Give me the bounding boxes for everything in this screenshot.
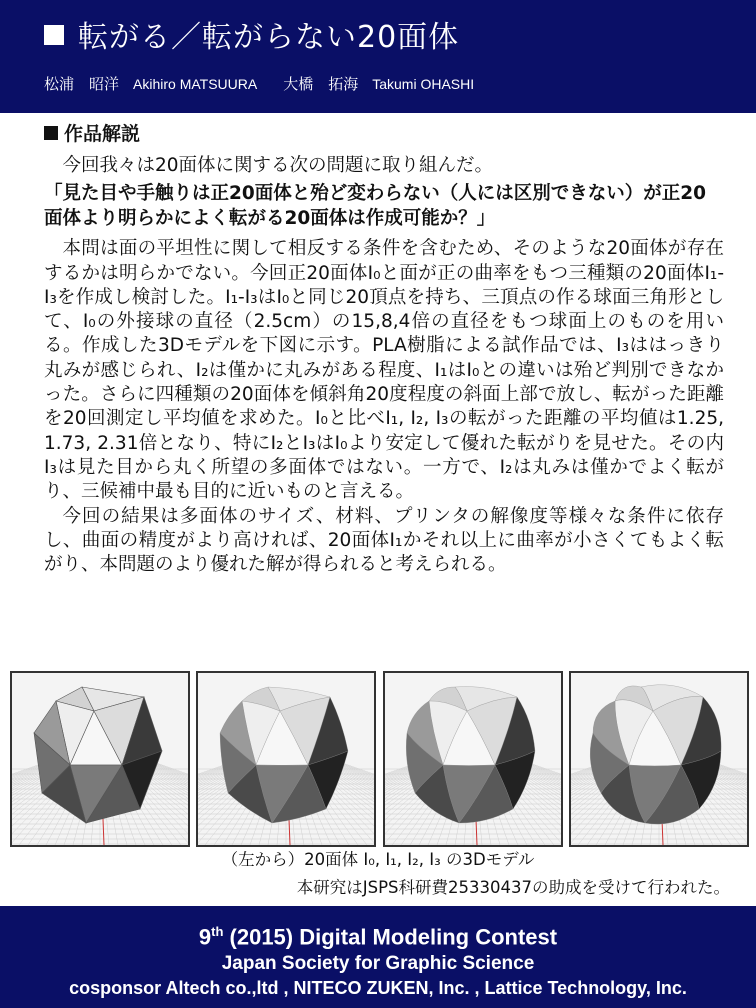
icosahedron-shape bbox=[406, 687, 535, 823]
model-image-i0 bbox=[10, 671, 190, 847]
model-images bbox=[10, 671, 746, 845]
section-heading bbox=[44, 120, 724, 148]
acknowledgement: 本研究はJSPS科研費25330437の助成を受けて行われた。 bbox=[296, 878, 730, 897]
icosahedron-i2-graphic bbox=[385, 673, 561, 845]
society-name: Japan Society for Graphic Science bbox=[221, 953, 535, 975]
body-paragraph-2: 今回の結果は多面体のサイズ、材料、プリンタの解像度等様々な条件に依存し、曲面の精度がより高ければ、20面体I₁かそれ以上に曲率が小さくてもよく転がり、本問題のより優れた解が得られると考えられる。 bbox=[44, 505, 724, 576]
intro-paragraph: 今回我々は20面体に関する次の問題に取り組んだ。 bbox=[62, 155, 494, 176]
square-bullet-icon bbox=[44, 126, 58, 140]
author2-jp: 大橋 拓海 bbox=[283, 75, 359, 93]
header-band bbox=[0, 0, 756, 113]
contest-name: (2015) Digital Modeling Contest bbox=[223, 924, 558, 950]
title-text: 転がる／転がらない20面体 bbox=[78, 20, 460, 55]
model-image-i3 bbox=[569, 671, 749, 847]
contest-ordinal: th bbox=[211, 924, 224, 939]
authors bbox=[44, 72, 500, 96]
icosahedron-i0-graphic bbox=[12, 673, 188, 845]
question-paragraph: 「見た目や手触りは正20面体と殆ど変わらない（人には区別できない）が正20面体より明らかによく転がる20面体は作成可能か？」 bbox=[44, 183, 706, 229]
author1-en: Akihiro MATSUURA bbox=[133, 76, 258, 92]
page-title bbox=[44, 18, 459, 58]
main-content bbox=[44, 120, 724, 577]
contest-title bbox=[0, 918, 756, 951]
square-bullet-icon bbox=[44, 25, 64, 45]
figure-caption: （左から）20面体 I₀, I₁, I₂, I₃ の3Dモデル bbox=[221, 850, 535, 869]
cosponsors: cosponsor Altech co.,ltd , NITECO ZUKEN, Inc. , Lattice Technology, Inc. bbox=[69, 978, 687, 999]
author1-jp: 松浦 昭洋 bbox=[44, 75, 120, 93]
model-image-i2 bbox=[383, 671, 563, 847]
icosahedron-i1-graphic bbox=[198, 673, 374, 845]
body-paragraph-1: 本問は面の平坦性に関して相反する条件を含むため、そのような20面体が存在するかは明らかでない。今回正20面体I₀と面が正の曲率をもつ三種類の20面体I₁-I₃を作成し検討した。I₁-I₃はI₀と同じ20頂点を持ち、三頂点の作る球面三角形として、I₀の外接球の直径（2.5cm）の15,8,4倍の直径をもつ球面上のものを用いる。作成した3Dモデルを下図に示す。PLA樹脂による試作品では、I₃ははっきり丸みが感じられ、I₂は僅かに丸みがある程度、I₁はI₀との違いは殆ど判別できなかった。さらに四種類の20面体を傾斜角20度程度の斜面上部で放し、転がった距離を20回測定し平均値を求めた。I₀と比べI₁, I₂, I₃の転がった距離の平均値は1.25, 1.73, 2.31倍となり、特にI₂とI₃はI₀より安定して優れた転がりを見せた。その内I₃は見た目から丸く所望の多面体ではない。一方で、I₂は丸みは僅かでよく転がり、三候補中最も目的に近いものと言える。 bbox=[44, 238, 724, 503]
icosahedron-i3-graphic bbox=[571, 673, 747, 845]
contest-number: 9 bbox=[198, 924, 212, 950]
section-heading-text: 作品解説 bbox=[64, 123, 141, 145]
model-image-i1 bbox=[196, 671, 376, 847]
author2-en: Takumi OHASHI bbox=[372, 76, 475, 92]
icosahedron-shape bbox=[220, 687, 348, 823]
icosahedron-shape bbox=[590, 685, 721, 824]
footer-band bbox=[0, 906, 756, 1008]
